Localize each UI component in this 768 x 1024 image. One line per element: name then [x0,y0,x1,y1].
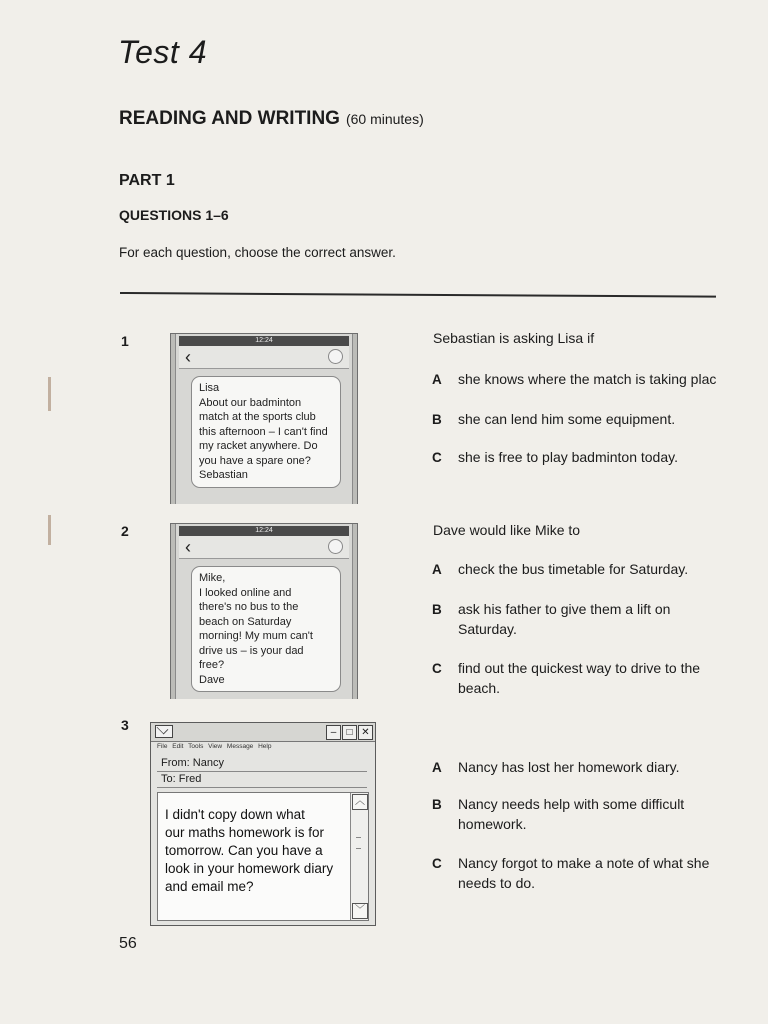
scroll-down-icon: ﹀ [352,903,368,919]
option-letter: C [432,661,442,676]
questions-range: QUESTIONS 1–6 [119,207,229,223]
message-line: Lisa [199,382,220,394]
email-line: our maths homework is for [165,825,325,840]
minimize-icon: – [326,725,341,740]
option-letter: B [432,412,442,427]
page-number: 56 [119,935,137,952]
option-text [458,757,680,777]
question-number: 3 [121,717,129,733]
option-text [458,409,675,429]
option-line: she is free to play badminton today. [458,449,678,465]
option-line: homework. [458,816,527,832]
instruction-text: For each question, choose the correct answer. [119,245,396,260]
scroll-grip-icon [356,837,361,849]
option-text [458,853,709,893]
option-line: she can lend him some equipment. [458,411,676,427]
message-line: morning! My mum can't [199,630,313,642]
page-edge-mark [48,377,51,411]
option-letter: B [432,602,442,617]
email-body-text [165,806,333,896]
option-letter: C [432,450,442,465]
message-line: About our badminton [199,396,302,409]
page-edge-mark [48,515,51,545]
email-menu-bar: File Edit Tools View Message Help [157,743,272,750]
email-to: To: Fred [157,772,367,788]
section-duration: (60 minutes) [345,111,424,127]
option-line: beach. [458,680,501,696]
option-line: Nancy needs help with some difficult [458,796,685,812]
email-window [150,722,376,926]
option-letter: C [432,856,442,871]
option-line: Nancy forgot to make a note of what she [458,855,710,871]
phone-status-bar: 12:24 [179,526,349,536]
phone-edge [171,524,176,699]
option-letter: A [432,760,442,775]
phone-message-1 [170,333,358,504]
option-text [458,559,688,579]
message-line: I looked online and [199,586,292,599]
option-text [458,369,716,389]
question-stem: Sebastian is asking Lisa if [433,330,595,346]
phone-status-bar: 12:24 [179,336,349,346]
back-chevron-icon: ‹ [185,347,191,367]
maximize-icon: □ [342,725,357,740]
section-title [119,108,424,130]
scroll-up-icon: ︿ [352,794,368,810]
question-stem: Dave would like Mike to [433,522,581,538]
section-title-text: READING AND WRITING [119,108,340,129]
back-chevron-icon: ‹ [185,537,191,557]
phone-nav-bar [179,536,349,559]
option-text [458,599,670,639]
email-body [157,792,369,921]
option-line: check the bus timetable for Saturday. [458,561,689,577]
message-line: beach on Saturday [199,615,292,628]
option-text [458,794,684,834]
part-title: PART 1 [119,172,175,189]
section-divider [120,292,716,298]
message-line: free? [199,659,225,671]
option-text [458,447,678,467]
test-title: Test 4 [118,34,207,70]
phone-message-2 [170,523,358,699]
option-line: needs to do. [458,875,536,891]
email-title-bar [151,723,375,742]
phone-edge [352,334,357,504]
option-line: ask his father to give them a lift on [458,601,671,617]
phone-edge [352,524,357,699]
email-line: look in your homework diary [165,861,334,876]
phone-nav-bar [179,346,349,369]
option-letter: A [432,562,442,577]
option-line: Saturday. [458,621,517,637]
message-bubble [191,376,341,488]
message-line: Dave [199,673,225,686]
message-line: match at the sports club [199,411,316,423]
phone-edge [171,334,176,504]
circle-icon [328,349,343,364]
email-from: From: Nancy [157,756,367,772]
option-line: Nancy has lost her homework diary. [458,759,680,775]
email-line: I didn't copy down what [165,807,305,822]
email-line: and email me? [165,879,254,894]
envelope-icon [155,725,173,738]
close-icon: ✕ [358,725,373,740]
message-line: this afternoon – I can't find [199,425,328,438]
message-line: Mike, [199,572,226,584]
option-letter: B [432,797,442,812]
message-line: Sebastian [199,469,248,481]
email-line: tomorrow. Can you have a [165,843,323,858]
message-line: drive us – is your dad [199,644,304,657]
question-number: 2 [121,523,129,539]
option-line: she knows where the match is taking plac [458,371,717,387]
message-line: my racket anywhere. Do [199,440,318,452]
circle-icon [328,539,343,554]
option-line: find out the quickest way to drive to the [458,660,701,676]
message-line: you have a spare one? [199,454,311,467]
option-text [458,658,700,698]
message-bubble [191,566,341,692]
question-number: 1 [121,333,129,349]
option-letter: A [432,372,442,387]
message-line: there's no bus to the [199,601,299,613]
email-scrollbar [350,793,368,920]
